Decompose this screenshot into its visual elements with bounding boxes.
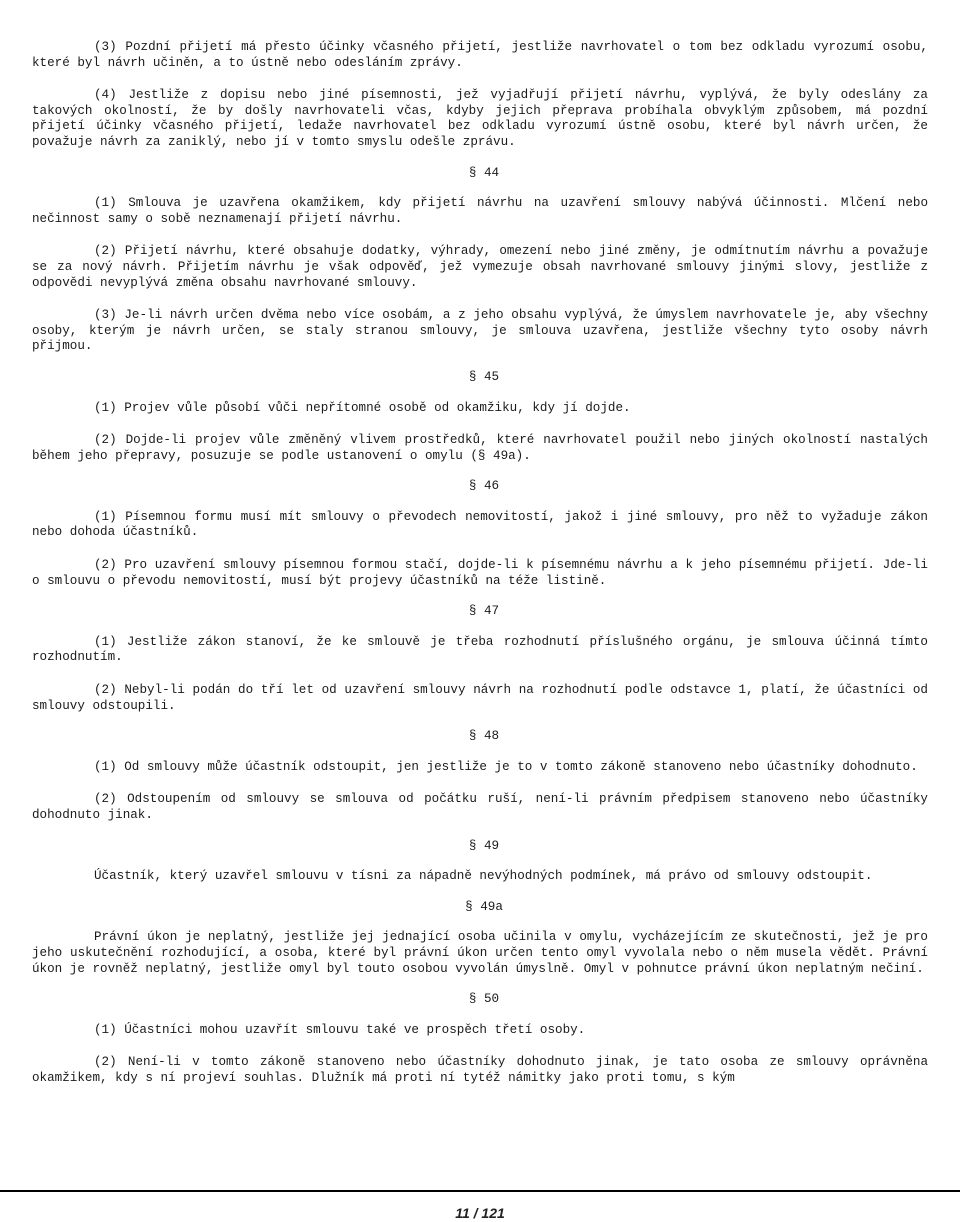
section-heading-49a: § 49a [465, 899, 503, 914]
document-page [32, 40, 928, 1087]
section-heading-47: § 47 [468, 604, 500, 619]
paragraph: (2) Nebyl-li podán do tří let od uzavření smlouvy návrh na rozhodnutí podle odstavce 1, platí, že účastníci od smlouvy odstoupili. [32, 683, 928, 713]
paragraph: (2) Odstoupením od smlouvy se smlouva od počátku ruší, není-li právním předpisem stanoveno nebo účastníky dohodnuto jinak. [32, 792, 928, 822]
section-heading-46: § 46 [468, 479, 500, 494]
section-heading-50: § 50 [468, 992, 500, 1007]
paragraph: (2) Dojde-li projev vůle změněný vlivem prostředků, které navrhovatel použil nebo jiných okolností nastalých během jeho přepravy, posuzuje se podle ustanovení o omylu (§ 49a). [32, 433, 928, 463]
section-heading-45: § 45 [468, 369, 500, 384]
paragraph: (1) Písemnou formu musí mít smlouvy o převodech nemovitostí, jakož i jiné smlouvy, pro něž to vyžaduje zákon nebo dohoda účastníků. [32, 509, 928, 540]
paragraph: (1) Od smlouvy může účastník odstoupit, jen jestliže je to v tomto zákoně stanoveno nebo účastníky dohodnuto. [94, 759, 918, 774]
paragraph: (1) Účastníci mohou uzavřít smlouvu také ve prospěch třetí osoby. [94, 1022, 586, 1037]
paragraph: (1) Jestliže zákon stanoví, že ke smlouvě je třeba rozhodnutí příslušného orgánu, je smlouva účinná tímto rozhodnutím. [32, 634, 928, 665]
paragraph: (3) Pozdní přijetí má přesto účinky včasného přijetí, jestliže navrhovatel o tom bez odkladu vyrozumí osobu, které byl návrh učiněn, a to ústně nebo odesláním zprávy. [32, 40, 928, 70]
section-heading-48: § 48 [468, 729, 500, 744]
paragraph: Účastník, který uzavřel smlouvu v tísni za nápadně nevýhodných podmínek, má právo od smlouvy odstoupit. [94, 869, 873, 884]
footer-divider [0, 1190, 960, 1192]
paragraph: (2) Pro uzavření smlouvy písemnou formou stačí, dojde-li k písemnému návrhu a k jeho písemnému přijetí. Jde-li o smlouvu o převodu nemovitostí, musí být projevy účastníků na téže listině. [32, 558, 928, 588]
paragraph: Právní úkon je neplatný, jestliže jej jednající osoba učinila v omylu, vycházejícím ze skutečnosti, jež je pro jeho uskutečnění rozhodující, a osoba, které byl právní úkon určen tento omyl vyvolala nebo o něm musela vědět. Právní úkon je rovněž neplatný, jestliže omyl byl touto osobou vyvolán úmyslně. Omyl v pohnutce právní úkon neplatným nečiní. [32, 930, 928, 976]
paragraph: (1) Projev vůle působí vůči nepřítomné osobě od okamžiku, kdy jí dojde. [94, 400, 631, 415]
paragraph: (2) Není-li v tomto zákoně stanoveno nebo účastníky dohodnuto jinak, je tato osoba ze smlouvy oprávněna okamžikem, kdy s ní projeví souhlas. Dlužník má proti ní tytéž námitky jako proti tomu, s kým [32, 1055, 928, 1085]
paragraph: (1) Smlouva je uzavřena okamžikem, kdy přijetí návrhu na uzavření smlouvy nabývá účinnosti. Mlčení nebo nečinnost samy o sobě neznamenají přijetí návrhu. [32, 196, 928, 226]
section-heading-44: § 44 [468, 165, 500, 180]
paragraph: (4) Jestliže z dopisu nebo jiné písemnosti, jež vyjadřují přijetí návrhu, vyplývá, že byly odeslány za takových okolností, že by došly navrhovateli včas, kdyby jejich přeprava probíhala obvyklým způsobem, má pozdní přijetí účinky včasného přijetí, ledaže navrhovatel bez odkladu vyrozumí ústně osobu, které byl návrh určen, že považuje návrh za zaniklý, nebo jí v tomto smyslu odešle zprávu. [32, 88, 928, 149]
paragraph: (3) Je-li návrh určen dvěma nebo více osobám, a z jeho obsahu vyplývá, že úmyslem navrhovatele je, aby všechny osoby, kterým je návrh určen, se staly stranou smlouvy, je smlouva uzavřena, jestliže všechny tyto osoby návrh přijmou. [32, 308, 928, 354]
section-heading-49: § 49 [468, 838, 500, 853]
page-number: 11 / 121 [455, 1205, 505, 1221]
paragraph: (2) Přijetí návrhu, které obsahuje dodatky, výhrady, omezení nebo jiné změny, je odmítnutím návrhu a považuje se za nový návrh. Přijetím návrhu je však odpověď, jež vymezuje obsah navrhované smlouvy jinými slovy, jestliže z odpovědi nevyplývá změna obsahu navrhované smlouvy. [32, 244, 928, 290]
